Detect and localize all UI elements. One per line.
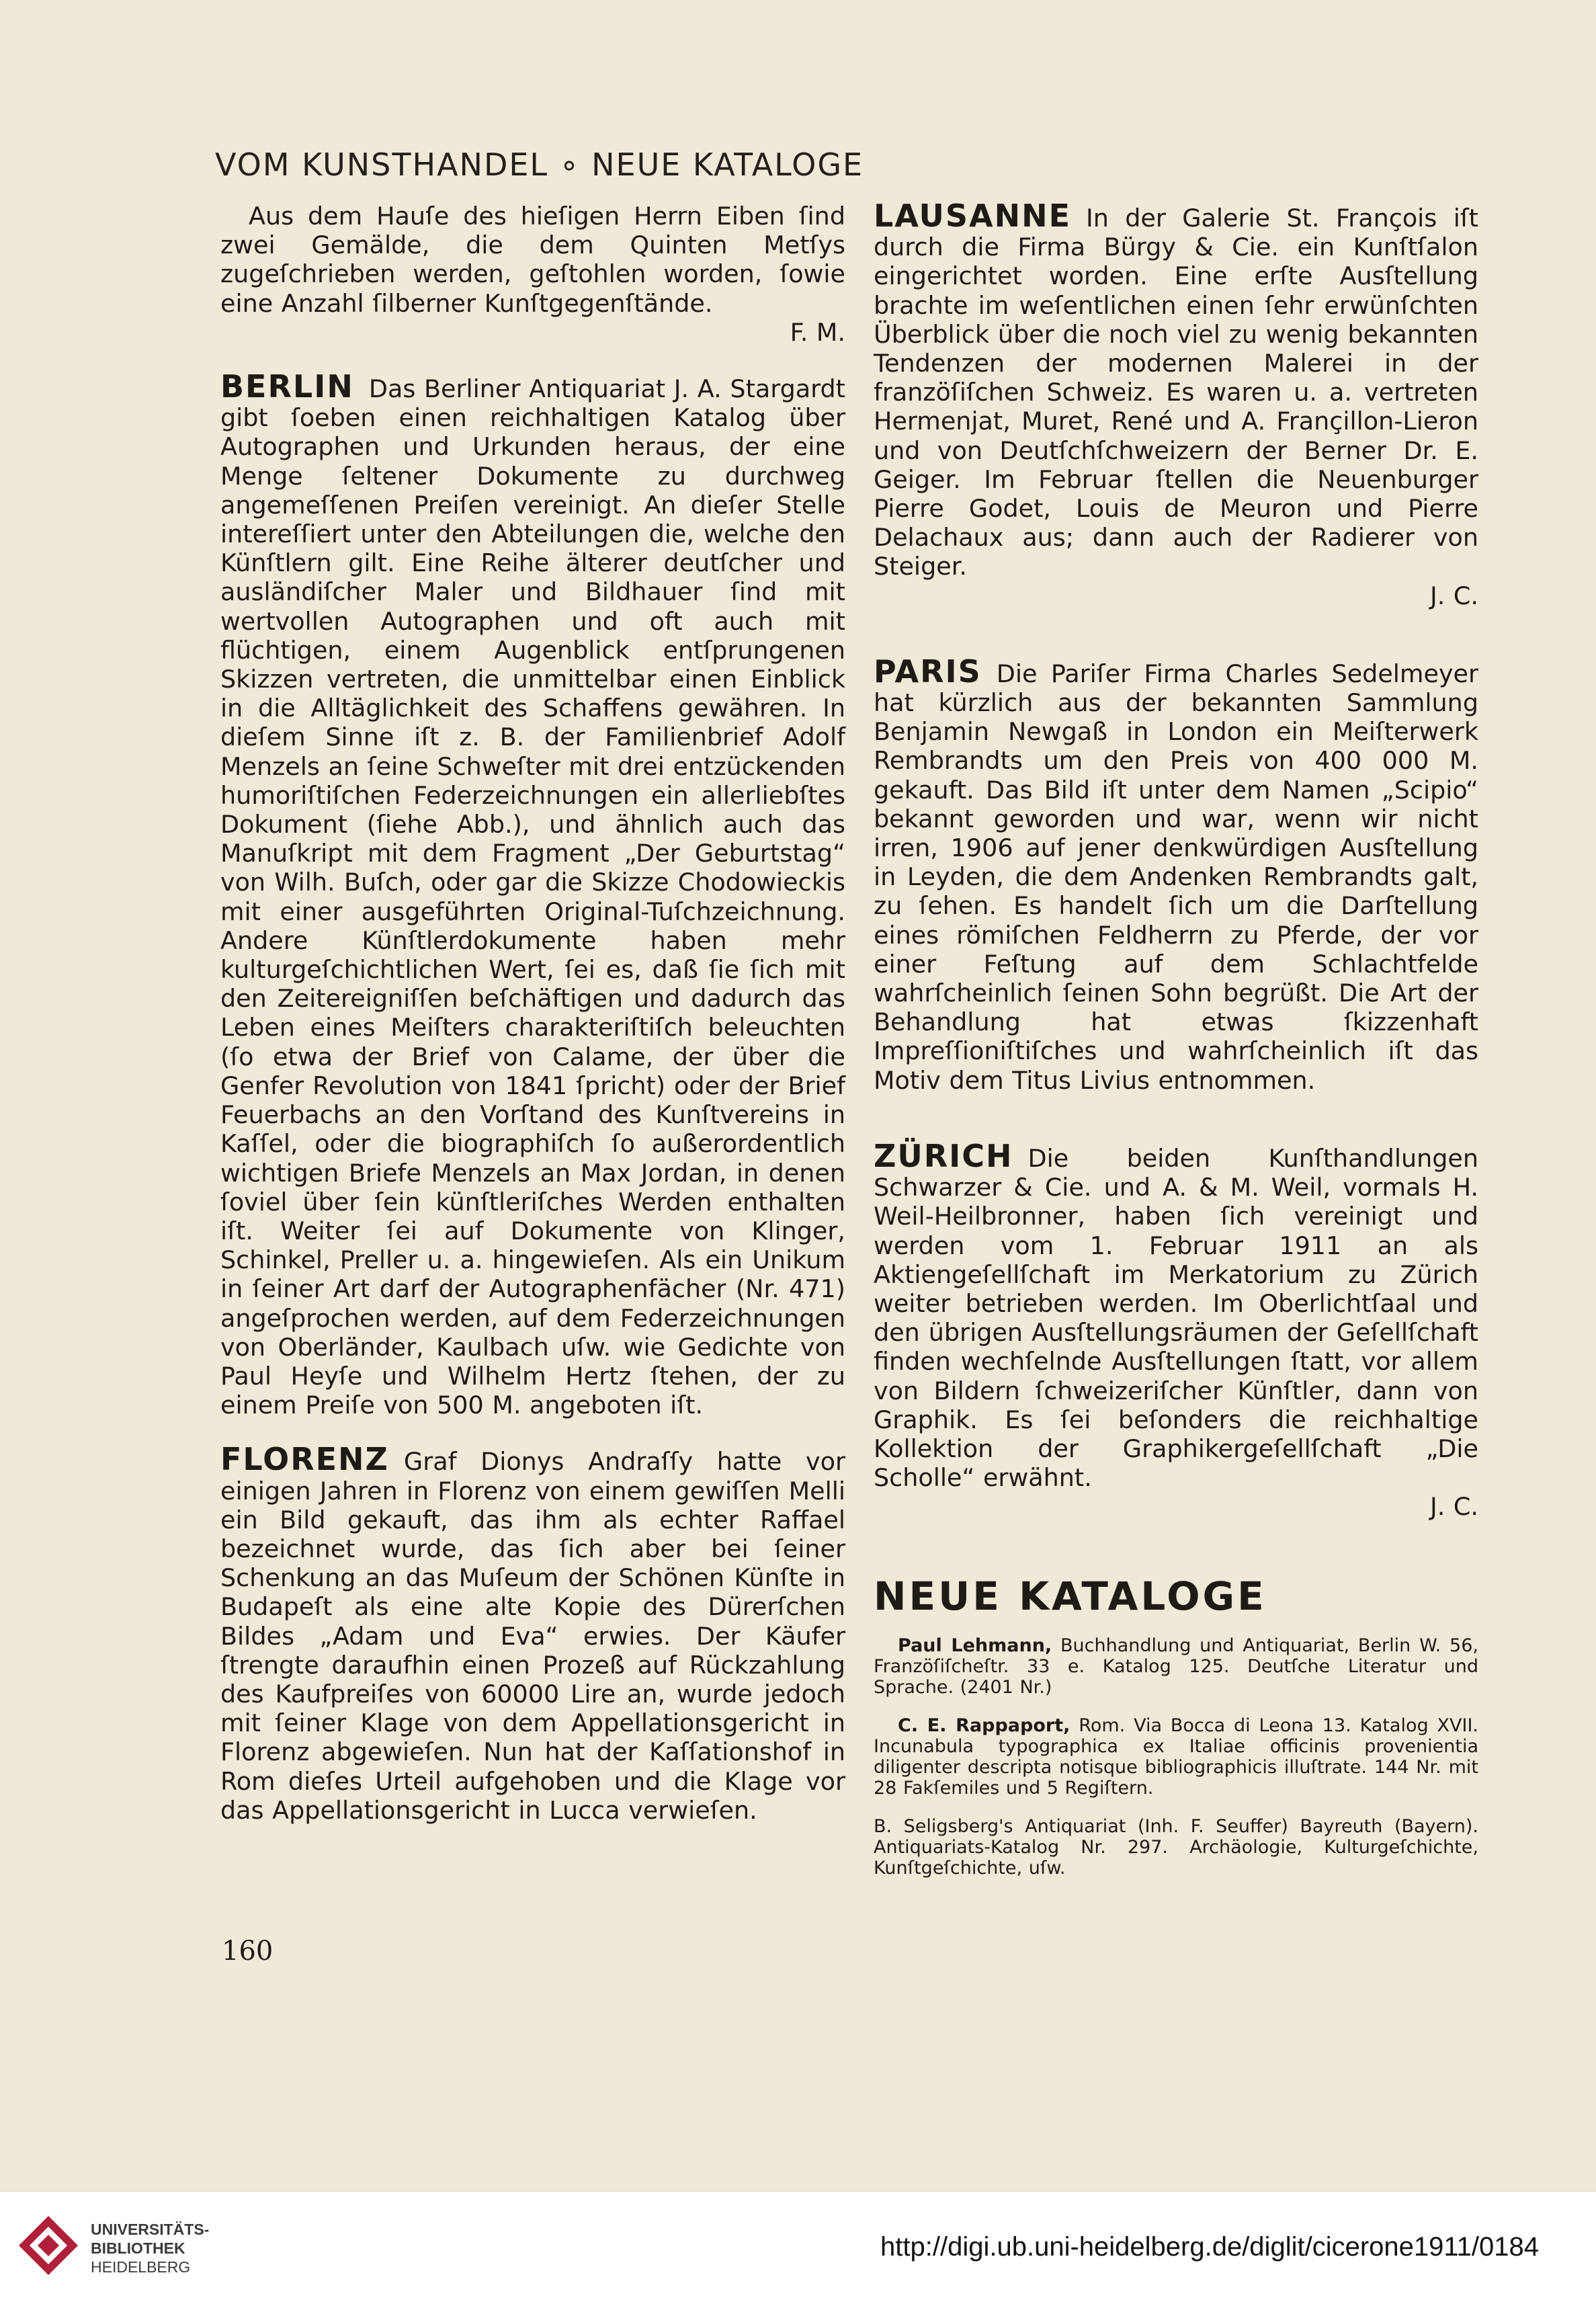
zuerich-heading: ZÜRICH [874,1137,1013,1174]
paris-paragraph [874,653,1478,1095]
intro-paragraph [220,202,845,347]
catalog-entry [874,1635,1478,1698]
intro-text: Aus dem Hauſe des hieſigen Herrn Eiben ſind zwei Gemälde, die dem Quinten Metſys zugeſchrieben werden, geſtohlen worden, ſowie eine Anzahl ſilberner Kunſtgegenſtände. [220,202,845,318]
catalog-text: Rom. Via Bocca di Leona 13. Katalog XVII. Incunabula typographica ex Italiae officinis provenientia diligenter descripta notisque bibliographicis illuſtrate. 144 Nr. mit 28 Fakſemiles und 5 Regiſtern. [874,1715,1478,1799]
berlin-paragraph [220,368,845,1420]
library-name [91,2220,209,2276]
paris-heading: PARIS [874,653,982,690]
library-line-3: HEIDELBERG [91,2258,191,2276]
zuerich-text: Die beiden Kunſthandlungen Schwarzer & Cie. und A. & M. Weil, vormals H. Weil-Heilbronner, haben ſich vereinigt und werden vom 1. Februar 1911 an als Aktiengeſellſchaft im Merkatorium zu Zürich weiter betrieben werden. Im Oberlichtſaal und den übrigen Ausſtellungsräumen der Geſellſchaft finden wechſelnde Ausſtellungen ſtatt, vor allem von Bildern ſchweizeriſcher Künſtler, dann von Graphik. Es ſei beſonders die reichhaltige Kollektion der Graphikergeſellſchaft „Die Scholle“ erwähnt. [874,1143,1478,1493]
lausanne-signature: J. C. [1429,581,1478,610]
catalog-entry [874,1715,1478,1799]
paris-text: Die Pariſer Firma Charles Sedelmeyer hat kürzlich aus der bekannten Sammlung Benjamin Newgaß in London ein Meiſterwerk Rembrandts um den Preis von 400 000 M. gekauft. Das Bild iſt unter dem Namen „Scipio“ bekannt geworden und war, wenn wir nicht irren, 1906 auf jener denkwürdigen Ausſtellung in Leyden, die dem Andenken Rembrandts galt, zu ſehen. Es handelt ſich um die Darſtellung eines römiſchen Feldherrn zu Pferde, der vor einer Feſtung auf dem Schlachtfelde wahrſcheinlich ſeinen Sohn begrüßt. Die Art der Behandlung hat etwas ſkizzenhaft Impreſſioniſtiſches und wahrſcheinlich iſt das Motiv dem Titus Livius entnommen. [874,659,1478,1095]
intro-signature: F. M. [790,317,845,347]
footer-bar [0,2191,1596,2308]
florenz-text: Graf Dionys Andraſſy hatte vor einigen Jahren in Florenz von einem gewiſſen Melli ein Bild gekauft, das ihm als echter Raffael bezeichnet wurde, das ſich aber bei ſeiner Schenkung an das Muſeum der Schönen Künſte in Budapeſt als eine alte Kopie des Dürerſchen Bildes „Adam und Eva“ erwies. Der Käufer ſtrengte daraufhin einen Prozeß auf Rückzahlung des Kaufpreiſes von 60000 Lire an, wurde jedoch mit ſeiner Klage von dem Appellationsgericht in Florenz abgewieſen. Nun hat der Kaſſationshof in Rom dieſes Urteil aufgehoben und die Klage vor das Appellationsgericht in Lucca verwieſen. [220,1447,845,1825]
zuerich-paragraph [874,1137,1478,1522]
florenz-paragraph [220,1441,845,1825]
catalog-text: B. Seligsberg's Antiquariat (Inh. F. Seuffer) Bayreuth (Bayern). Antiquariats-Katalog Nr. 297. Archäologie, Kulturgeſchichte, Kunſtgeſchichte, uſw. [874,1815,1478,1879]
catalog-text: Buchhandlung und Antiquariat, Berlin W. 56, Franzöſiſcheſtr. 33 e. Katalog 125. Deutſche Literatur und Sprache. (2401 Nr.) [874,1635,1478,1698]
library-line-1: UNIVERSITÄTS- [91,2221,210,2238]
catalog-dealer-name: C. E. Rappaport, [898,1715,1070,1736]
catalog-entry [874,1816,1478,1879]
right-column [874,198,1478,1896]
left-column [220,202,845,1850]
florenz-heading: FLORENZ [220,1441,389,1478]
lausanne-paragraph [874,198,1478,610]
university-library-logo-icon [15,2212,82,2279]
lausanne-heading: LAUSANNE [874,198,1071,234]
running-header: VOM KUNSTHANDEL ∘ NEUE KATALOGE [215,147,864,183]
berlin-heading: BERLIN [220,368,354,405]
lausanne-text: In der Galerie St. François iſt durch die Firma Bürgy & Cie. ein Kunſtſalon eingerichtet worden. Eine erſte Ausſtellung brachte im weſentlichen einen ſehr erwünſchten Überblick über die noch viel zu wenig bekannten Tendenzen der modernen Malerei in der franzöſiſchen Schweiz. Es waren u. a. vertreten Hermenjat, Muret, René und A. Françillon-Lieron und von Deutſchſchweizern der Berner Dr. E. Geiger. Im Februar ſtellen die Neuenburger Pierre Godet, Louis de Meuron und Pierre Delachaux aus; dann auch der Radierer von Steiger. [874,204,1478,581]
library-line-2: BIBLIOTHEK [91,2239,185,2257]
zuerich-signature: J. C. [1429,1492,1478,1522]
berlin-text: Das Berliner Antiquariat J. A. Stargardt gibt ſoeben einen reichhaltigen Katalog über Autographen und Urkunden heraus, der eine Menge ſeltener Dokumente zu durchweg angemeſſenen Preiſen vereinigt. An dieſer Stelle intereſſiert unter den Abteilungen die, welche den Künſtlern gilt. Eine Reihe älterer deutſcher und ausländiſcher Maler und Bildhauer ſind mit wertvollen Autographen und oft auch mit flüchtigen, einem Augenblick entſprungenen Skizzen vertreten, die unmittelbar einen Einblick in die Alltäglichkeit des Schaffens gewähren. In dieſem Sinne iſt z. B. der Familienbrief Adolf Menzels an ſeine Schweſter mit drei entzückenden humoriſtiſchen Federzeichnungen ein allerliebſtes Dokument (ſiehe Abb.), und ähnlich auch das Manuſkript mit dem Fragment „Der Geburtstag“ von Wilh. Buſch, oder gar die Skizze Chodowieckis mit einer ausgeführten Original-Tuſchzeichnung. Andere Künſtlerdokumente haben mehr kulturgeſchichtlichen Wert, ſei es, daß ſie ſich mit den Zeitereigniſſen beſchäftigen und dadurch das Leben eines Meiſters charakteriſtiſch beleuchten (ſo etwa der Brief von Calame, der über die Genfer Revolution von 1841 ſpricht) oder der Brief Feuerbachs an den Vorſtand des Kunſtvereins in Kaſſel, oder die biographiſch ſo außerordentlich wichtigen Briefe Menzels an Max Jordan, in denen ſoviel über ſein künſtleriſches Werden enthalten iſt. Weiter ſei auf Dokumente von Klinger, Schinkel, Preller u. a. hingewieſen. Als ein Unikum in ſeiner Art darf der Autographenfächer (Nr. 471) angeſprochen werden, auf dem Federzeichnungen von Oberländer, Kaulbach uſw. wie Gedichte von Paul Heyſe und Wilhelm Hertz ſtehen, der zu einem Preiſe von 500 M. angeboten iſt. [220,374,845,1420]
source-url-link[interactable]: http://digi.ub.uni-heidelberg.de/diglit/cicerone1911/0184 [880,2232,1539,2262]
neue-kataloge-heading: NEUE KATALOGE [874,1573,1267,1619]
catalog-dealer-name: Paul Lehmann, [898,1635,1052,1656]
page-number: 160 [222,1936,274,1967]
